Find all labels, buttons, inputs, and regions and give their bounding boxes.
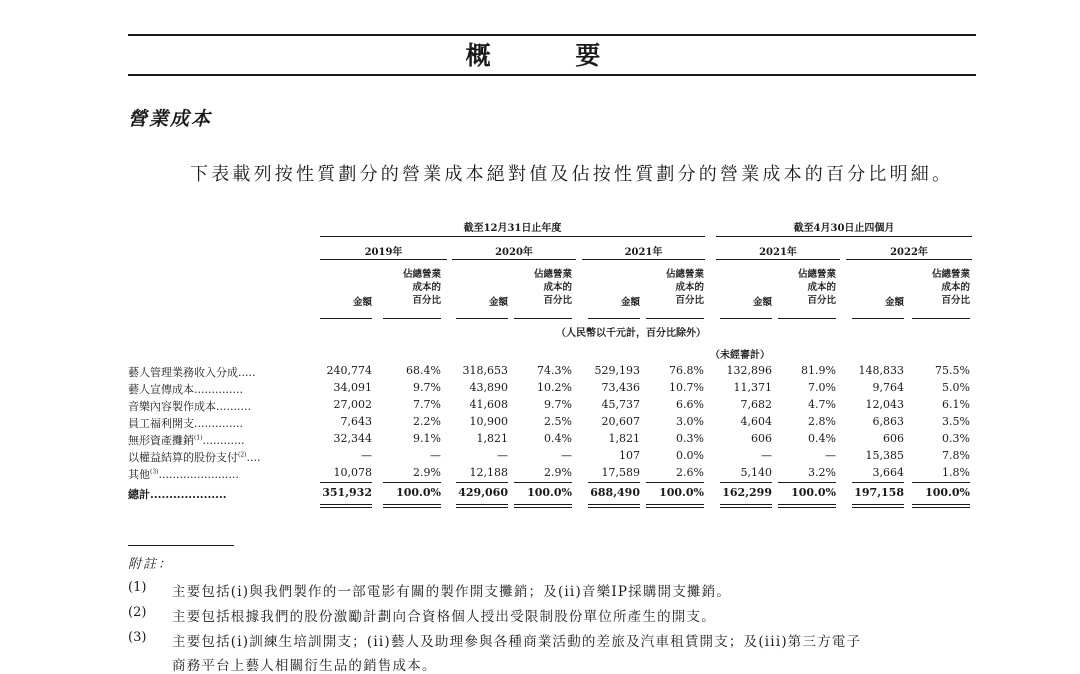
table-cell: 76.8% xyxy=(669,364,704,377)
col-rule xyxy=(646,318,704,319)
table-cell: 3.0% xyxy=(676,415,704,428)
table-cell: 41,608 xyxy=(469,398,508,411)
pct-col-header xyxy=(910,268,970,307)
total-double-rule xyxy=(320,504,372,505)
group-rule xyxy=(716,236,972,237)
total-double-rule xyxy=(514,504,572,505)
row-label xyxy=(128,466,239,482)
note-text: 商務平台上藝人相關衍生品的銷售成本。 xyxy=(172,658,437,674)
total-double-rule xyxy=(852,504,904,505)
table-cell: 7.8% xyxy=(942,449,970,462)
table-cell: 7.7% xyxy=(413,398,441,411)
footnote-ref: (1) xyxy=(194,434,203,442)
pct-col-header xyxy=(381,268,441,307)
pct-col-header-line: 成本的 xyxy=(941,282,970,293)
section-heading: 營業成本 xyxy=(128,108,213,130)
row-label xyxy=(128,415,243,431)
table-cell: 12,188 xyxy=(469,466,508,479)
row-label-text: 音樂內容製作成本 xyxy=(128,400,216,413)
note-text: 主要包括(i)與我們製作的一部電影有關的製作開支攤銷；及(ii)音樂IP採購開支攤銷。 xyxy=(172,584,732,600)
table-cell: 0.0% xyxy=(676,449,704,462)
pct-col-header-line: 百分比 xyxy=(675,295,704,306)
total-double-rule xyxy=(514,507,572,508)
total-rule-top xyxy=(852,482,904,483)
table-cell: 32,344 xyxy=(333,432,372,445)
table-cell: 9.1% xyxy=(413,432,441,445)
pct-col-header-line: 百分比 xyxy=(941,295,970,306)
table-cell: 75.5% xyxy=(935,364,970,377)
total-double-rule xyxy=(456,504,508,505)
top-rule xyxy=(128,34,976,36)
table-cell: 0.3% xyxy=(676,432,704,445)
row-label xyxy=(128,398,251,414)
table-cell: 3.5% xyxy=(942,415,970,428)
table-cell: — xyxy=(825,449,836,462)
group-header: 截至4月30日止四個月 xyxy=(793,223,895,234)
pct-col-header-line: 百分比 xyxy=(412,295,441,306)
pct-col-header-line: 百分比 xyxy=(807,295,836,306)
col-rule xyxy=(912,318,970,319)
table-cell: 11,371 xyxy=(733,381,772,394)
table-cell: 0.4% xyxy=(544,432,572,445)
row-label-text: 藝人宣傳成本 xyxy=(128,383,194,396)
total-cell: 429,060 xyxy=(458,486,508,499)
table-cell: 606 xyxy=(883,432,904,445)
row-label xyxy=(128,449,261,465)
dot-leader: .............. xyxy=(194,383,243,396)
total-rule-top xyxy=(320,482,372,483)
total-rule-top xyxy=(588,482,640,483)
year-header: 2020年 xyxy=(495,247,533,258)
total-double-rule xyxy=(588,507,640,508)
pct-col-header-line: 成本的 xyxy=(412,282,441,293)
col-rule xyxy=(383,318,441,319)
total-double-rule xyxy=(456,507,508,508)
total-double-rule xyxy=(320,507,372,508)
table-cell: 1,821 xyxy=(476,432,508,445)
pct-col-header xyxy=(776,268,836,307)
dot-leader: .............. xyxy=(194,417,243,430)
unit-note: （人民幣以千元計，百分比除外） xyxy=(556,328,706,339)
total-cell: 100.0% xyxy=(659,486,704,499)
notes-title: 附註： xyxy=(128,557,174,572)
note-text: 主要包括(i)訓練生培訓開支；(ii)藝人及助理參與各種商業活動的差旅及汽車租賃開支；及(iii)第三方電子 xyxy=(172,634,862,650)
total-double-rule xyxy=(778,507,836,508)
group-rule xyxy=(320,236,705,237)
col-rule xyxy=(588,318,640,319)
table-cell: 7,682 xyxy=(740,398,772,411)
year-rule xyxy=(582,259,705,260)
table-cell: 132,896 xyxy=(726,364,772,377)
total-label xyxy=(128,486,227,502)
pct-col-header-line: 佔總營業 xyxy=(533,269,572,280)
table-cell: 10.7% xyxy=(669,381,704,394)
table-cell: 2.2% xyxy=(413,415,441,428)
table-cell: — xyxy=(430,449,441,462)
col-rule xyxy=(778,318,836,319)
pct-col-header-line: 佔總營業 xyxy=(931,269,970,280)
total-double-rule xyxy=(912,504,970,505)
table-cell: 27,002 xyxy=(333,398,372,411)
year-rule xyxy=(320,259,447,260)
table-cell: 43,890 xyxy=(469,381,508,394)
year-header: 2021年 xyxy=(759,247,797,258)
total-cell: 688,490 xyxy=(590,486,640,499)
table-cell: 1,821 xyxy=(608,432,640,445)
pct-col-header xyxy=(644,268,704,307)
notes-rule xyxy=(128,545,234,546)
table-cell: 9,764 xyxy=(872,381,904,394)
total-rule-top xyxy=(778,482,836,483)
table-cell: 0.4% xyxy=(808,432,836,445)
table-cell: 7.0% xyxy=(808,381,836,394)
col-rule xyxy=(456,318,508,319)
table-cell: 10,078 xyxy=(333,466,372,479)
year-header: 2021年 xyxy=(624,247,663,258)
table-cell: — xyxy=(361,449,372,462)
table-cell: 15,385 xyxy=(865,449,904,462)
table-cell: 2.5% xyxy=(544,415,572,428)
total-cell: 162,299 xyxy=(722,486,772,499)
table-cell: 10,900 xyxy=(469,415,508,428)
year-header: 2019年 xyxy=(364,247,403,258)
total-double-rule xyxy=(646,507,704,508)
table-cell: 1.8% xyxy=(942,466,970,479)
row-label-text: 員工福利開支 xyxy=(128,417,194,430)
row-label-text: 以權益結算的股份支付 xyxy=(128,451,238,464)
total-double-rule xyxy=(646,504,704,505)
note-number: (3) xyxy=(128,630,147,645)
total-rule-top xyxy=(646,482,704,483)
year-rule xyxy=(716,259,840,260)
table-cell: 81.9% xyxy=(801,364,836,377)
page-title: 概 要 xyxy=(465,41,639,70)
table-cell: 240,774 xyxy=(326,364,372,377)
table-cell: 7,643 xyxy=(340,415,372,428)
table-cell: — xyxy=(761,449,772,462)
pct-col-header-line: 成本的 xyxy=(675,282,704,293)
table-cell: 2.8% xyxy=(808,415,836,428)
table-cell: 5.0% xyxy=(942,381,970,394)
total-rule-top xyxy=(456,482,508,483)
table-cell: 73,436 xyxy=(601,381,640,394)
total-double-rule xyxy=(383,507,441,508)
total-rule-top xyxy=(720,482,772,483)
note-text: 主要包括根據我們的股份激勵計劃向合資格個人授出受限制股份單位所產生的開支。 xyxy=(172,609,716,625)
table-cell: 2.9% xyxy=(413,466,441,479)
table-cell: 45,737 xyxy=(601,398,640,411)
total-cell: 351,932 xyxy=(322,486,372,499)
pct-col-header xyxy=(512,268,572,307)
row-label xyxy=(128,364,255,380)
table-cell: 12,043 xyxy=(865,398,904,411)
dot-leader: ....................... xyxy=(158,468,239,481)
table-cell: 20,607 xyxy=(601,415,640,428)
row-label xyxy=(128,381,243,397)
dot-leader: .................... xyxy=(150,488,227,501)
table-cell: 529,193 xyxy=(594,364,640,377)
table-cell: 0.3% xyxy=(942,432,970,445)
pct-col-header-line: 成本的 xyxy=(543,282,572,293)
table-cell: 6,863 xyxy=(872,415,904,428)
table-cell: 606 xyxy=(751,432,772,445)
total-double-rule xyxy=(852,507,904,508)
table-cell: 34,091 xyxy=(333,381,372,394)
amount-col-header: 金額 xyxy=(352,297,372,308)
col-rule xyxy=(514,318,572,319)
dot-leader: ..... xyxy=(238,366,256,379)
unaudited-note: （未經審計） xyxy=(710,350,770,361)
footnote-ref: (3) xyxy=(150,468,159,476)
total-double-rule xyxy=(778,504,836,505)
total-label-text: 總計 xyxy=(128,488,150,501)
year-header: 2022年 xyxy=(890,247,928,258)
pct-col-header-line: 佔總營業 xyxy=(797,269,836,280)
table-cell: 4,604 xyxy=(740,415,772,428)
note-number: (1) xyxy=(128,580,147,595)
table-cell: 9.7% xyxy=(544,398,572,411)
amount-col-header: 金額 xyxy=(488,297,508,308)
total-cell: 100.0% xyxy=(527,486,572,499)
row-label-text: 其他 xyxy=(128,468,150,481)
total-rule-top xyxy=(514,482,572,483)
table-cell: 5,140 xyxy=(740,466,772,479)
total-double-rule xyxy=(720,504,772,505)
title-rule xyxy=(128,74,976,76)
table-cell: 2.9% xyxy=(544,466,572,479)
year-rule xyxy=(452,259,576,260)
table-cell: — xyxy=(561,449,572,462)
table-cell: — xyxy=(497,449,508,462)
table-cell: 3.2% xyxy=(808,466,836,479)
table-cell: 10.2% xyxy=(537,381,572,394)
row-label-text: 藝人管理業務收入分成 xyxy=(128,366,238,379)
total-double-rule xyxy=(912,507,970,508)
total-double-rule xyxy=(720,507,772,508)
table-cell: 2.6% xyxy=(676,466,704,479)
table-cell: 4.7% xyxy=(808,398,836,411)
total-double-rule xyxy=(383,504,441,505)
table-cell: 9.7% xyxy=(413,381,441,394)
row-label xyxy=(128,432,244,448)
row-label-text: 無形資產攤銷 xyxy=(128,434,194,447)
total-cell: 100.0% xyxy=(396,486,441,499)
dot-leader: ............ xyxy=(202,434,245,447)
table-cell: 318,653 xyxy=(462,364,508,377)
table-cell: 6.1% xyxy=(942,398,970,411)
pct-col-header-line: 成本的 xyxy=(807,282,836,293)
table-cell: 148,833 xyxy=(858,364,904,377)
table-cell: 74.3% xyxy=(537,364,572,377)
table-cell: 17,589 xyxy=(601,466,640,479)
table-cell: 3,664 xyxy=(872,466,904,479)
pct-col-header-line: 佔總營業 xyxy=(402,269,441,280)
dot-leader: .... xyxy=(246,451,261,464)
dot-leader: .......... xyxy=(216,400,251,413)
year-rule xyxy=(846,259,972,260)
col-rule xyxy=(852,318,904,319)
table-cell: 6.6% xyxy=(676,398,704,411)
total-rule-top xyxy=(383,482,441,483)
total-cell: 100.0% xyxy=(791,486,836,499)
col-rule xyxy=(720,318,772,319)
pct-col-header-line: 百分比 xyxy=(543,295,572,306)
total-double-rule xyxy=(588,504,640,505)
total-cell: 100.0% xyxy=(925,486,970,499)
note-number: (2) xyxy=(128,605,147,620)
group-header: 截至12月31日止年度 xyxy=(463,223,562,234)
total-cell: 197,158 xyxy=(854,486,904,499)
col-rule xyxy=(320,318,372,319)
pct-col-header-line: 佔總營業 xyxy=(665,269,704,280)
footnote-ref: (2) xyxy=(238,451,247,459)
amount-col-header: 金額 xyxy=(752,297,772,308)
amount-col-header: 金額 xyxy=(620,297,640,308)
table-cell: 68.4% xyxy=(406,364,441,377)
total-rule-top xyxy=(912,482,970,483)
table-cell: 107 xyxy=(619,449,640,462)
intro-paragraph: 下表載列按性質劃分的營業成本絕對值及佔按性質劃分的營業成本的百分比明細。 xyxy=(190,164,954,185)
amount-col-header: 金額 xyxy=(884,297,904,308)
